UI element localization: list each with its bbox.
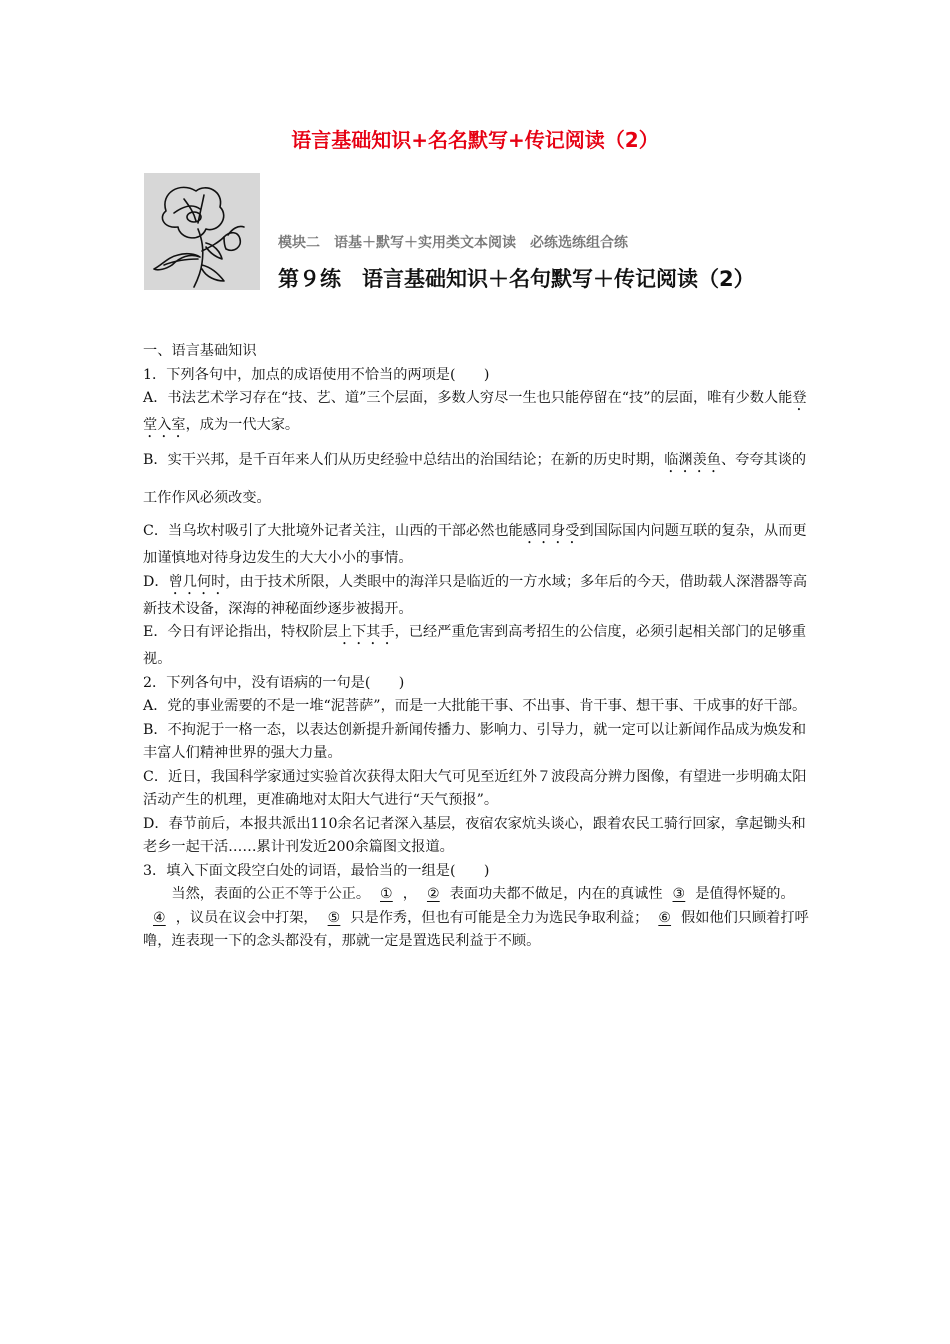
blank-6: ⑥ bbox=[658, 909, 672, 926]
option-text: A．书法艺术学习存在“技、艺、道”三个层面，多数人穷尽一生也只能停留在“技”的层面，唯有少数人能 bbox=[143, 390, 793, 406]
section-heading: 一、语言基础知识 bbox=[143, 343, 257, 359]
dotted-idiom: 曾几何时 bbox=[168, 573, 226, 590]
passage-text: 假如他们只顾着打呼噜，连表现一下的念头都没有，那就一定是置选民利益于不顾。 bbox=[143, 909, 809, 949]
question-1-option-b bbox=[143, 441, 810, 517]
question-1-option-c bbox=[143, 520, 810, 571]
dotted-idiom: 上下其手 bbox=[337, 624, 395, 640]
question-2-option-c: C．近日，我国科学家通过实验首次获得太阳大气可见至近红外７波段高分辨力图像，有望进一步明确太阳活动产生的机理，更准确地对太阳大气进行“天气预报”。 bbox=[143, 768, 807, 808]
blank-3: ③ bbox=[672, 886, 686, 902]
passage-text: ，议员在议会中打架， bbox=[175, 909, 318, 926]
option-text: B．实干兴邦，是千百年来人们从历史经验中总结出的治国结论；在新的历史时期， bbox=[143, 452, 665, 468]
blank-5: ⑤ bbox=[327, 909, 341, 926]
question-2-stem: 2．下列各句中，没有语病的一句是( ) bbox=[143, 674, 405, 691]
question-2-option-d: D．春节前后，本报共派出110余名记者深入基层，夜宿农家炕头谈心，跟着农民工骑行回家，拿起锄头和老乡一起干活……累计刊发近200余篇图文报道。 bbox=[143, 815, 806, 855]
passage-text: 当然，表面的公正不等于公正。 bbox=[171, 886, 371, 902]
dotted-idiom: 登堂入室 bbox=[143, 390, 807, 433]
blank-2: ② bbox=[426, 886, 440, 902]
option-text: D． bbox=[143, 573, 169, 590]
passage-text: 只是作秀，但也有可能是全力为选民争取利益； bbox=[350, 909, 649, 926]
question-2-option-b: B．不拘泥于一格一态，以表达创新提升新闻传播力、影响力、引导力，就一定可以让新闻作品成为焕发和丰富人们精神世界的强大力量。 bbox=[143, 721, 807, 761]
option-text: E．今日有评论指出，特权阶层 bbox=[143, 624, 338, 640]
option-text: 到国际国内问题互联的复杂，从而更加谨慎地对待身边发生的大大小小的事情。 bbox=[143, 523, 807, 566]
lesson-title: 第９练 语言基础知识＋名句默写＋传记阅读（2） bbox=[278, 267, 755, 291]
passage-text: 是值得怀疑的。 bbox=[695, 886, 795, 902]
question-2-option-a: A．党的事业需要的不是一堆“泥菩萨”，而是一大批能干事、不出事、肯干事、想干事、干成事的好干部。 bbox=[143, 698, 807, 714]
question-1-option-a bbox=[143, 387, 810, 441]
passage-text: ， bbox=[402, 886, 417, 902]
dotted-idiom: 临渊羡鱼 bbox=[664, 452, 721, 468]
document-body bbox=[143, 340, 810, 954]
option-text: C．当乌坎村吸引了大批境外记者关注，山西的干部必然也能 bbox=[143, 523, 523, 539]
question-3-passage bbox=[143, 883, 810, 954]
option-text: ，由于技术所限，人类眼中的海洋只是临近的一方水域；多年后的今天，借助载人深潜器等高新技术设备，深海的神秘面纱逐步被揭开。 bbox=[143, 573, 808, 617]
question-1-option-d bbox=[143, 571, 810, 622]
document-title: 语言基础知识+名名默写+传记阅读（2） bbox=[291, 128, 659, 152]
blank-4: ④ bbox=[153, 909, 166, 926]
question-1-option-e bbox=[143, 621, 810, 672]
blank-1: ① bbox=[380, 886, 393, 902]
question-1-stem: 1．下列各句中，加点的成语使用不恰当的两项是( ) bbox=[143, 366, 490, 383]
passage-text: 表面功夫都不做足，内在的真诚性 bbox=[449, 886, 663, 902]
question-3-stem: 3．填入下面文段空白处的词语，最恰当的一组是( ) bbox=[143, 862, 490, 879]
morning-glory-icon bbox=[144, 173, 260, 290]
option-text: ，成为一代大家。 bbox=[185, 417, 300, 433]
dotted-idiom: 感同身受 bbox=[522, 523, 580, 539]
module-subtitle: 模块二 语基＋默写＋实用类文本阅读 必练选练组合练 bbox=[278, 235, 628, 251]
option-text: ，已经严重危害到高考招生的公信度，必须引起相关部门的足够重视。 bbox=[143, 624, 807, 667]
option-text: 、夸夸其谈的工作作风必须改变。 bbox=[143, 452, 807, 506]
